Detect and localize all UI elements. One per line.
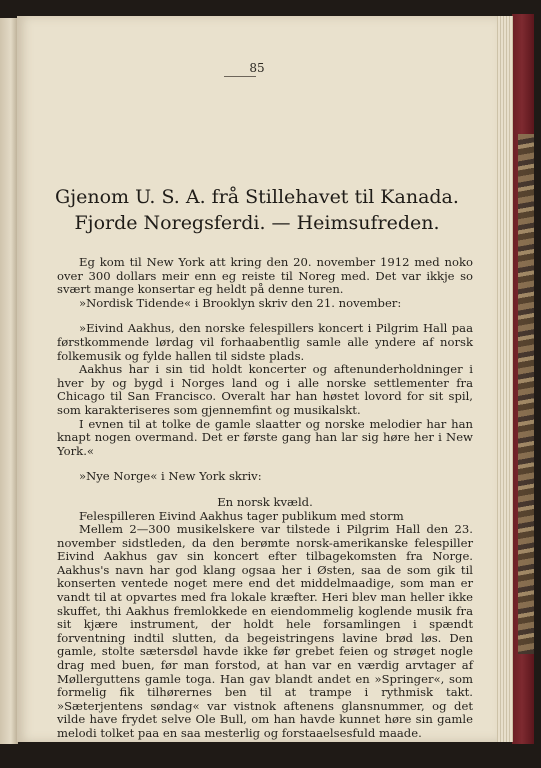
paragraph-1: Eg kom til New York att kring den 20. november 1912 med noko over 300 dollars meir enn eg reiste til Noreg med. Det var ikkje so svært mange konsertar eg heldt på denne turen. bbox=[57, 255, 473, 297]
page-edges bbox=[495, 16, 513, 742]
paragraph-3: »Eivind Aakhus, den norske felespillers koncert i Pilgrim Hall paa førstkommende lørdag vil forhaabentlig samle alle yndere af norsk folkemusik og fylde hallen til sidste plads. bbox=[57, 321, 473, 363]
paragraph-5: I evnen til at tolke de gamle slaatter og norske melodier har han knapt nogen overmand. Det er første gang han lar sig høre her i New York.« bbox=[57, 416, 473, 458]
page-number-rule bbox=[224, 76, 256, 77]
page-body bbox=[57, 256, 473, 741]
paragraph-2: »Nordisk Tidende« i Brooklyn skriv den 21. november: bbox=[79, 295, 402, 310]
book-page bbox=[17, 16, 497, 742]
chapter-title bbox=[17, 184, 497, 236]
page-number: 85 bbox=[249, 61, 265, 75]
chapter-title-line-2: Fjorde Noregsferdi. — Heimsufreden. bbox=[74, 212, 440, 234]
article-subheading: Felespilleren Eivind Aakhus tager publikum med storm bbox=[79, 508, 404, 523]
article-heading: En norsk kvæld. bbox=[217, 494, 313, 509]
chapter-title-line-1: Gjenom U. S. A. frå Stillehavet til Kanada. bbox=[55, 186, 459, 208]
book-spine-left bbox=[0, 18, 18, 744]
paragraph-9: Mellem 2—300 musikelskere var tilstede i Pilgrim Hall den 23. november sidstleden, da den berømte norsk-amerikanske felespiller Eivind Aakhus gav sin koncert efter tilbagekomsten fra Norge. Aakhus's navn har god klang ogsaa her i Østen, saa de som gik til konserten ventede noget mere end det middelmaadige, som man er vandt til at opvartes med fra lokale kræfter. Heri blev man heller ikke skuffet, thi Aakhus fremlokkede en eiendommelig koglende musik fra sit kjære instrument, der holdt hele forsamlingen i spændt forventning indtil slutten, da begeistringens lavine brød løs. Den gamle, stolte sætersdøl havde ikke før grebet feien og strøget nogle drag med buen, før man forstod, at han var en værdig arvtager af Møllerguttens gamle toga. Han gav blandt andet en »Springer«, som formelig fik tilhørernes ben til at trampe i rythmisk takt. »Sæterjentens søndag« var vistnok aftenens glansnummer, og det vilde have frydet selve Ole Bull, om han havde kunnet høre sin gamle melodi tolket paa en saa mesterlig og forstaaelsesfuld maade. bbox=[57, 522, 473, 740]
marbled-endpaper bbox=[518, 134, 534, 654]
paragraph-4: Aakhus har i sin tid holdt koncerter og aftenunderholdninger i hver by og bygd i Norges land og i alle norske settlementer fra Chicago til San Francisco. Overalt har han høstet lovord for sit spil, som karakteriseres som gjennemfint og musikalskt. bbox=[57, 362, 473, 417]
paragraph-6: »Nye Norge« i New York skriv: bbox=[79, 469, 262, 484]
book-cover-right bbox=[512, 14, 534, 744]
